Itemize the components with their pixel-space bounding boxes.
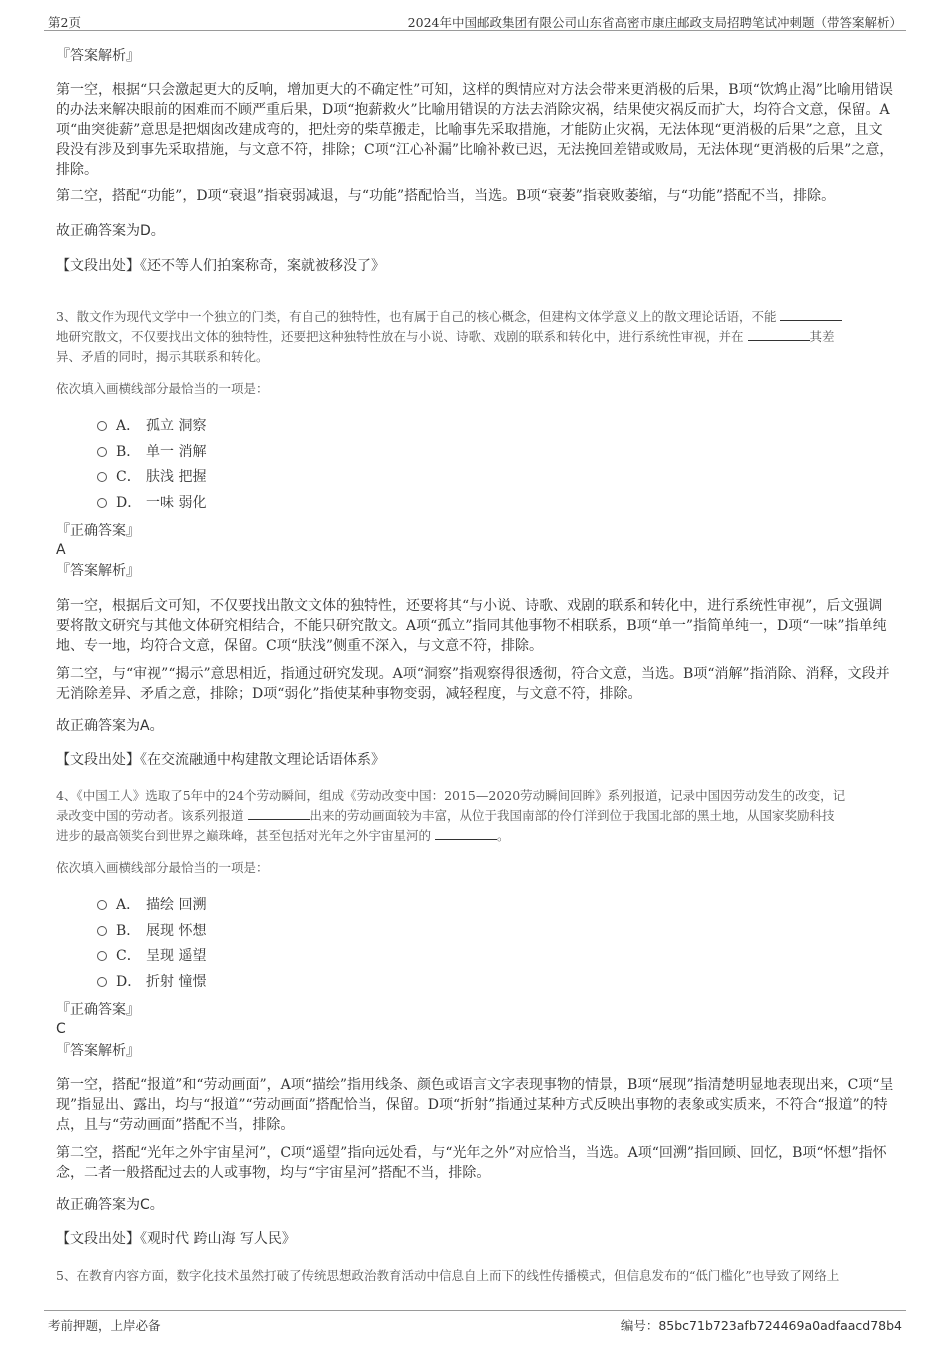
q4-option-c[interactable]: C． 呈现 遥望 (97, 946, 206, 966)
q3-option-b[interactable]: B． 单一 消解 (97, 442, 206, 462)
q3-correct-label: 『正确答案』 (56, 523, 140, 539)
q3-blank-2 (748, 328, 810, 341)
document-code: 编号：85bc71b723afb724469a0adfaacd78b4 (620, 1318, 902, 1333)
q3-stem: 3、散文作为现代文学中一个独立的门类，有自己的独特性，也有属于自己的核心概念，但建构文体学意义上的散文理论话语，不能 地研究散文，不仅要找出文体的独特性，还要把这种独特性放在与小说、诗歌、戏剧的联系和转化中，进行系统性审视，并在 其差 异、矛盾的同时，揭示其联系和转化。 (56, 307, 896, 367)
q3-prompt: 依次填入画横线部分最恰当的一项是： (56, 381, 269, 396)
q3-analysis-para1: 第一空，根据后文可知，不仅要找出散文文体的独特性，还要将其“与小说、诗歌、戏剧的联系和转化中，进行系统性审视”，后文强调要将散文研究与其他文体研究相结合，不能只研究散文。A项“孤立”指同其他事物不相联系，B项“单一”指简单纯一，D项“一味”指单纯地、专一地，均符合文意，保留。C项“肤浅”侧重不深入，与文意不符，排除。 (56, 598, 887, 654)
q4-correct-answer: C (56, 1021, 66, 1037)
q4-prompt: 依次填入画横线部分最恰当的一项是： (56, 860, 269, 875)
q2-conclusion: 故正确答案为D。 (56, 223, 165, 239)
page-number: 第2页 (48, 15, 81, 30)
q3-conclusion: 故正确答案为A。 (56, 718, 164, 734)
radio-circle-icon (97, 472, 107, 482)
q3-source: 【文段出处】《在交流融通中构建散文理论话语体系》 (56, 752, 385, 768)
q4-correct-label: 『正确答案』 (56, 1002, 140, 1018)
q2-source: 【文段出处】《还不等人们拍案称奇，案就被移没了》 (56, 258, 385, 274)
radio-circle-icon (97, 421, 107, 431)
radio-circle-icon (97, 951, 107, 961)
q4-stem: 4、《中国工人》选取了5年中的24个劳动瞬间，组成《劳动改变中国：2015—2020劳动瞬间回眸》系列报道，记录中国因劳动发生的改变，记 录改变中国的劳动者。该系列报道 出来的劳动画面较为丰富，从位于我国南部的伶仃洋到位于我国北部的黑土地，从国家奖励科技 进步的最高领奖台到世界之巅珠峰，甚至包括对光年之外宇宙星河的 。 (56, 788, 846, 843)
radio-circle-icon (97, 447, 107, 457)
q3-option-d[interactable]: D． 一味 弱化 (97, 493, 206, 513)
radio-circle-icon (97, 900, 107, 910)
q3-analysis-para2: 第二空，与“审视”“揭示”意思相近，指通过研究发现。A项“洞察”指观察得很透彻，符合文意，当选。B项“消解”指消除、消释，文段并无消除差异、矛盾之意，排除；D项“弱化”指使某种事物变弱，减轻程度，与文意不符，排除。 (56, 666, 890, 702)
q5-stem: 5、在教育内容方面，数字化技术虽然打破了传统思想政治教育活动中信息自上而下的线性传播模式，但信息发布的“低门槛化”也导致了网络上 (56, 1268, 840, 1283)
q3-analysis-label: 『答案解析』 (56, 563, 140, 579)
footer-slogan: 考前押题，上岸必备 (48, 1318, 161, 1333)
page-header (44, 10, 906, 31)
q4-analysis-para1: 第一空，搭配“报道”和“劳动画面”，A项“描绘”指用线条、颜色或语言文字表现事物的情景，B项“展现”指清楚明显地表现出来，C项“呈现”指显出、露出，均与“报道”“劳动画面”搭配恰当，保留。D项“折射”指通过某种方式反映出事物的表象或实质来，不符合“报道”的特点，且与“劳动画面”搭配不当，排除。 (56, 1077, 894, 1133)
q4-blank-1 (248, 807, 310, 820)
q2-analysis-label: 『答案解析』 (56, 48, 140, 64)
q4-option-b[interactable]: B． 展现 怀想 (97, 921, 206, 941)
q4-analysis-label: 『答案解析』 (56, 1043, 140, 1059)
radio-circle-icon (97, 498, 107, 508)
q3-option-a[interactable]: A． 孤立 洞察 (97, 416, 206, 436)
q4-source: 【文段出处】《观时代 跨山海 写人民》 (56, 1231, 296, 1247)
document-title: 2024年中国邮政集团有限公司山东省高密市康庄邮政支局招聘笔试冲刺题（带答案解析） (407, 15, 902, 30)
q2-analysis-para2: 第二空，搭配“功能”，D项“衰退”指衰弱减退，与“功能”搭配恰当，当选。B项“衰萎”指衰败萎缩，与“功能”搭配不当，排除。 (56, 188, 836, 204)
q3-option-c[interactable]: C． 肤浅 把握 (97, 467, 206, 487)
q4-option-d[interactable]: D． 折射 憧憬 (97, 972, 206, 992)
q3-correct-answer: A (56, 542, 66, 558)
radio-circle-icon (97, 977, 107, 987)
page-footer (44, 1310, 906, 1335)
radio-circle-icon (97, 926, 107, 936)
q2-analysis-para1: 第一空，根据“只会激起更大的反响，增加更大的不确定性”可知，这样的舆情应对方法会带来更消极的后果，B项“饮鸩止渴”比喻用错误的办法来解决眼前的困难而不顾严重后果，D项“抱薪救火”比喻用错误的方法去消除灾祸，结果使灾祸反而扩大，均符合文意，保留。A项“曲突徙薪”意思是把烟囱改建成弯的，把灶旁的柴草搬走，比喻事先采取措施，才能防止灾祸，无法体现“更消极的后果”之意，且文段没有涉及到事先采取措施，与文意不符，排除；C项“江心补漏”比喻补救已迟，无法挽回差错或败局，无法体现“更消极的后果”之意，排除。 (56, 82, 894, 178)
q4-conclusion: 故正确答案为C。 (56, 1197, 164, 1213)
q3-blank-1 (780, 308, 842, 321)
q4-blank-2 (435, 827, 497, 840)
q4-option-a[interactable]: A． 描绘 回溯 (97, 895, 206, 915)
q4-analysis-para2: 第二空，搭配“光年之外宇宙星河”，C项“遥望”指向远处看，与“光年之外”对应恰当，当选。A项“回溯”指回顾、回忆，B项“怀想”指怀念，二者一般搭配过去的人或事物，均与“宇宙星河”搭配不当，排除。 (56, 1145, 887, 1181)
